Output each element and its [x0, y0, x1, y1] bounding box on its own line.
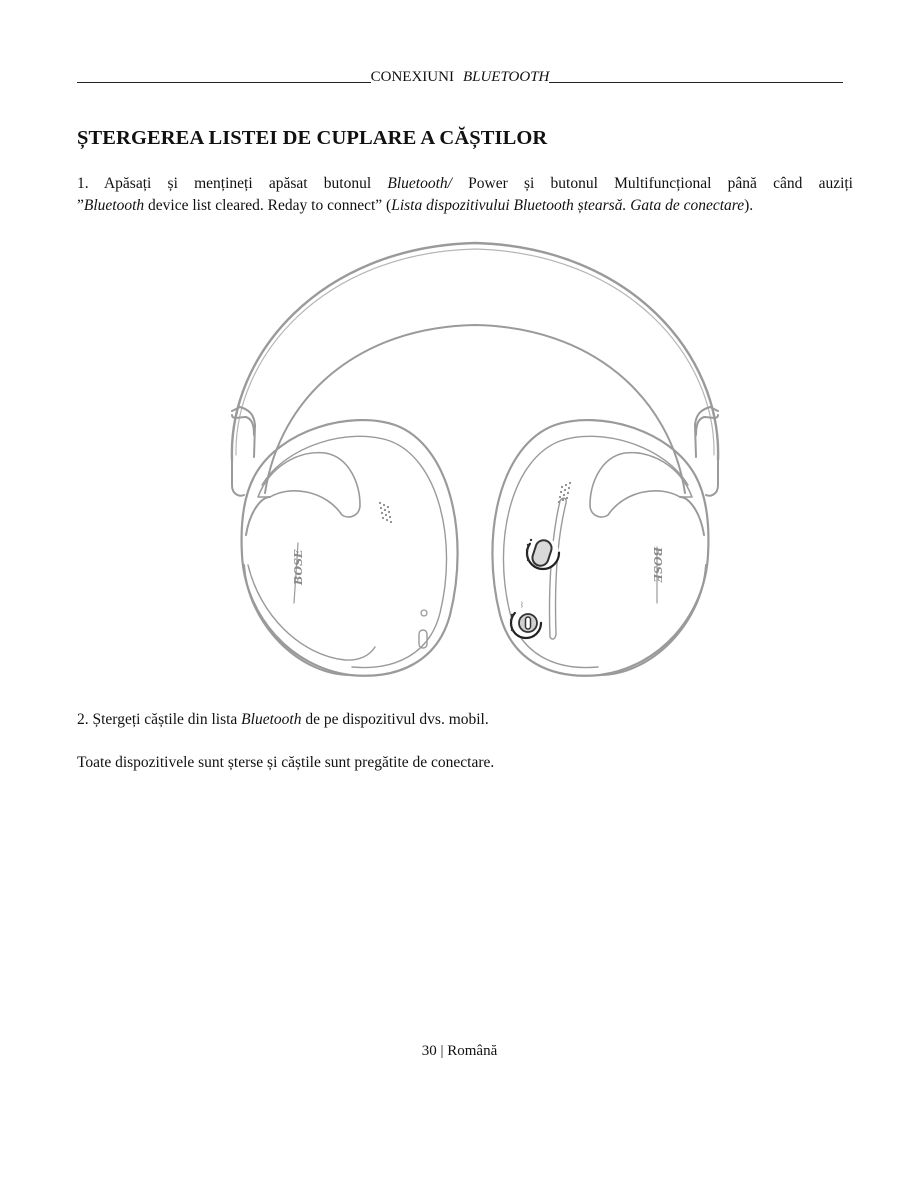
step-1-line-2	[77, 195, 853, 217]
page-footer	[0, 1043, 919, 1060]
header-rule-left	[77, 82, 371, 83]
step-1-text-a: Apăsați și mențineți apăsat butonul	[103, 175, 372, 192]
page-number: 30	[421, 1043, 437, 1059]
bluetooth-power-button-highlight	[510, 601, 541, 638]
header-text	[371, 68, 550, 86]
step-2-bluetooth-label: Bluetooth	[241, 711, 302, 728]
step-2	[77, 709, 853, 731]
footer-separator: |	[440, 1043, 444, 1059]
section-title: ȘTERGEREA LISTEI DE CUPLARE A CĂȘTILOR	[77, 127, 548, 149]
step-1-text-b: Power și butonul Multifuncțional până când auziți	[468, 175, 853, 192]
headband-inner	[265, 325, 685, 493]
right-bose-logo: BOSE	[651, 547, 664, 583]
step-2-text-b: de pe dispozitivul dvs. mobil.	[305, 711, 489, 728]
header-section: CONEXIUNI	[370, 69, 454, 85]
headphones-illustration	[210, 235, 740, 680]
header-rule-right	[549, 82, 843, 83]
voice-prompt-text: device list cleared. Reday to connect”	[148, 197, 383, 214]
result-note: Toate dispozitivele sunt șterse și căștile sunt pregătite de conectare.	[77, 754, 495, 771]
multifunction-button-highlight	[526, 537, 559, 569]
quote-bluetooth: Bluetooth	[83, 197, 145, 214]
svg-text:ᛒ: ᛒ	[520, 601, 525, 609]
left-bose-logo: BOSE	[292, 549, 305, 585]
step-1	[77, 173, 853, 217]
header-section-emphasis: BLUETOOTH	[462, 69, 550, 85]
quote-open: ”	[77, 197, 84, 214]
step-1-line-1	[77, 173, 853, 195]
step-2-text-a: Ștergeți căștile din lista	[92, 711, 238, 728]
page-header	[77, 64, 843, 86]
headband-outer	[232, 243, 718, 460]
paren-open: (	[386, 197, 392, 214]
step-number: 1.	[77, 175, 89, 192]
paren-close: ).	[744, 197, 754, 214]
voice-prompt-translation: Lista dispozitivului Bluetooth ștearsă. Gata de conectare	[391, 197, 745, 214]
step-number: 2.	[77, 711, 89, 728]
footer-language: Română	[447, 1043, 498, 1059]
step-1-bluetooth-label: Bluetooth/	[387, 175, 452, 192]
